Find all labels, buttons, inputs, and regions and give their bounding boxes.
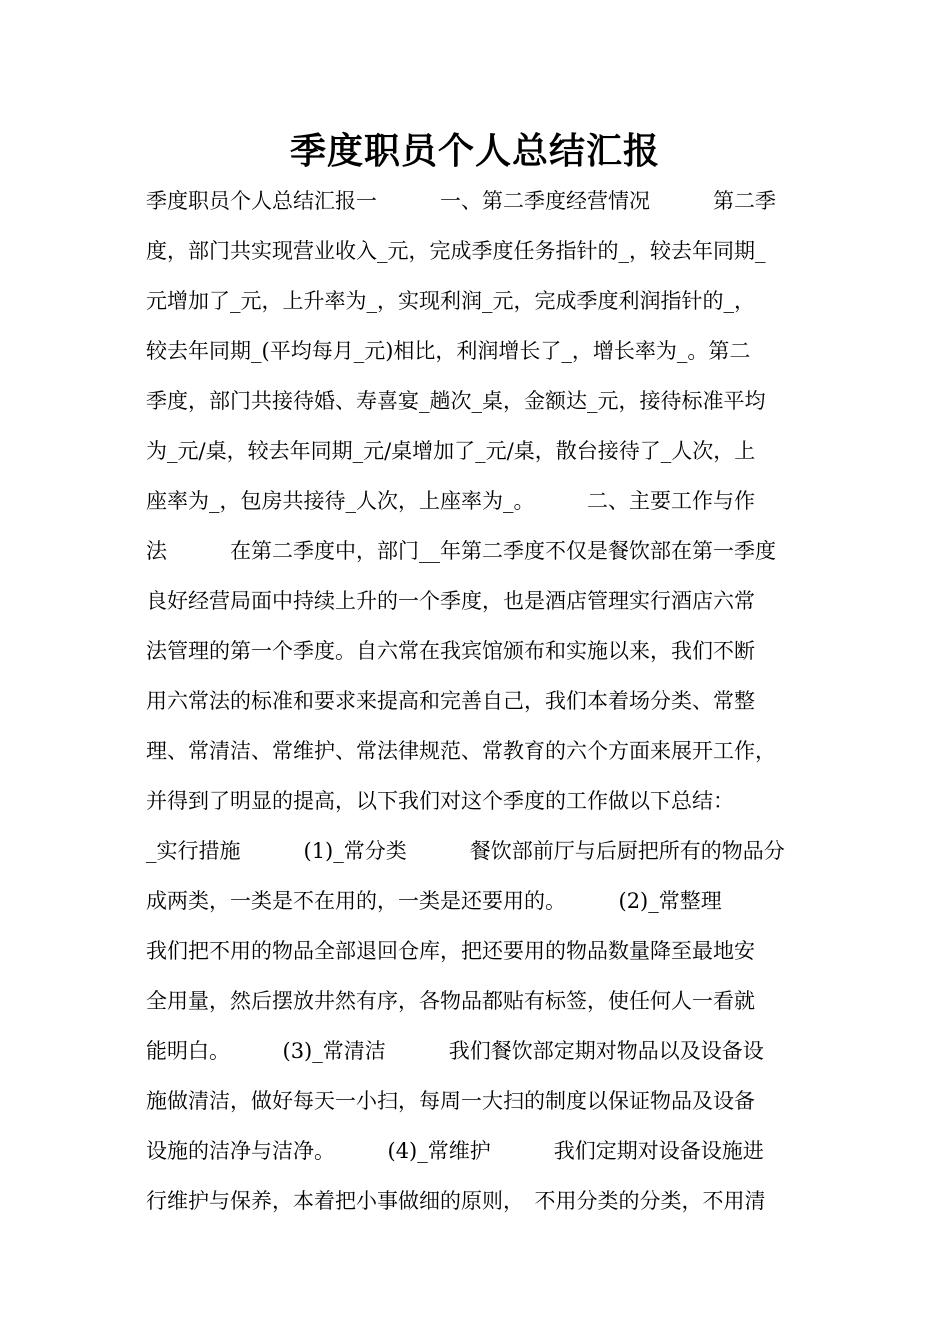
body-line: 法管理的第一个季度。自六常在我宾馆颁布和实施以来，我们不断 (146, 639, 755, 663)
body-line: 良好经营局面中持续上升的一个季度，也是酒店管理实行酒店六常 (146, 589, 755, 613)
body-line: 季度职员个人总结汇报一 一、第二季度经营情况 第二季 (146, 189, 776, 213)
document-body (146, 178, 811, 1228)
body-line: 全用量，然后摆放井然有序，各物品都贴有标签，使任何人一看就 (146, 989, 755, 1013)
body-line: 为_元/桌，较去年同期_元/桌增加了_元/桌，散台接待了_人次，上 (146, 439, 756, 463)
body-line: 度，部门共实现营业收入_元，完成季度任务指针的_，较去年同期_ (146, 239, 766, 263)
body-line: 并得到了明显的提高，以下我们对这个季度的工作做以下总结： (146, 789, 734, 813)
body-line: 用六常法的标准和要求来提高和完善自己，我们本着场分类、常整 (146, 689, 755, 713)
document-title: 季度职员个人总结汇报 (289, 131, 660, 172)
body-line: 元增加了_元，上升率为_，实现利润_元，完成季度利润指针的_， (146, 289, 755, 313)
body-line: 座率为_，包房共接待_人次，上座率为_。 二、主要工作与作 (146, 489, 755, 513)
body-line: 能明白。 (3)_常清洁 我们餐饮部定期对物品以及设备设 (146, 1039, 764, 1063)
body-line: 较去年同期_(平均每月_元)相比，利润增长了_，增长率为_。第二 (146, 339, 751, 363)
body-line: 我们把不用的物品全部退回仓库，把还要用的物品数量降至最地安 (146, 939, 755, 963)
body-line: 理、常清洁、常维护、常法律规范、常教育的六个方面来展开工作， (146, 739, 776, 763)
body-line: 成两类，一类是不在用的，一类是还要用的。 (2)_常整理 (146, 889, 722, 913)
body-line: 施做清洁，做好每天一小扫，每周一大扫的制度以保证物品及设备 (146, 1089, 755, 1113)
body-line: _实行措施 (1)_常分类 餐饮部前厅与后厨把所有的物品分 (146, 839, 785, 863)
body-line: 法 在第二季度中，部门__年第二季度不仅是餐饮部在第一季度 (146, 539, 776, 563)
body-line: 行维护与保养，本着把小事做细的原则， 不用分类的分类，不用清 (146, 1189, 766, 1213)
body-line: 设施的洁净与洁净。 (4)_常维护 我们定期对设备设施进 (146, 1139, 764, 1163)
body-line: 季度，部门共接待婚、寿喜宴_趟次_桌，金额达_元，接待标准平均 (146, 389, 766, 413)
